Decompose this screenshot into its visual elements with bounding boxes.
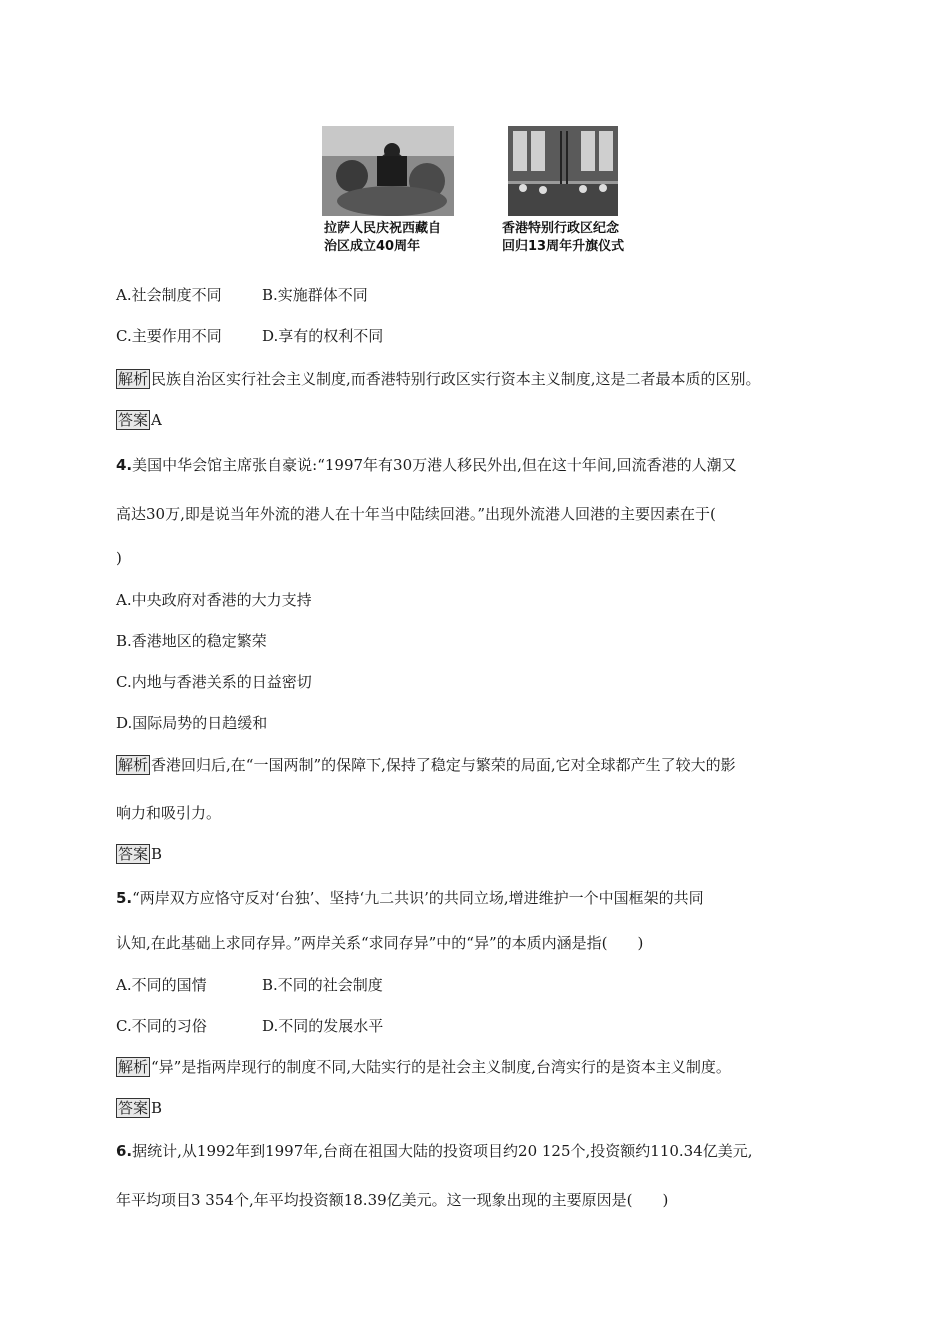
analysis-text: “异”是指两岸现行的制度不同,大陆实行的是社会主义制度,台湾实行的是资本主义制度。 xyxy=(151,1058,731,1076)
q5-analysis xyxy=(116,1057,731,1077)
q3-analysis xyxy=(116,369,761,389)
right-photo-caption xyxy=(502,220,642,256)
q5-answer xyxy=(116,1098,162,1118)
left-photo-caption xyxy=(324,220,464,256)
caption-line: 拉萨人民庆祝西藏自 xyxy=(324,221,442,236)
q4-stem-line2 xyxy=(116,504,716,524)
option-text: B.香港地区的稳定繁荣 xyxy=(116,632,267,650)
q4-analysis-line1 xyxy=(116,755,736,775)
answer-text: B xyxy=(151,845,163,863)
q5-option-d[interactable]: D.不同的发展水平 xyxy=(262,1017,384,1035)
q4-option-a[interactable] xyxy=(116,590,312,610)
question-number: 6. xyxy=(116,1142,133,1160)
question-text: 年平均项目3 354个,年平均投资额18.39亿美元。这一现象出现的主要原因是( ) xyxy=(116,1191,669,1209)
analysis-label: 解析 xyxy=(118,370,149,388)
option-text: C.内地与香港关系的日益密切 xyxy=(116,673,312,691)
q6-stem-line2 xyxy=(116,1190,668,1210)
caption-line: 香港特别行政区纪念 xyxy=(502,221,620,236)
q4-option-d[interactable] xyxy=(116,713,267,733)
analysis-text: 民族自治区实行社会主义制度,而香港特别行政区实行资本主义制度,这是二者最本质的区别。 xyxy=(151,370,761,388)
q6-stem-line1 xyxy=(116,1141,753,1161)
q3-option-d[interactable]: D.享有的权利不同 xyxy=(262,327,384,345)
q5-option-b[interactable]: B.不同的社会制度 xyxy=(262,976,383,994)
q5-stem-line2 xyxy=(116,933,643,953)
option-text: D.国际局势的日趋缓和 xyxy=(116,714,268,732)
q5-options-row2 xyxy=(116,1016,384,1036)
q3-option-a[interactable]: A.社会制度不同 xyxy=(116,286,222,304)
lhasa-celebration-photo xyxy=(322,126,454,216)
question-number: 4. xyxy=(116,456,133,474)
hongkong-flag-ceremony-photo xyxy=(508,126,618,216)
q4-stem-line3 xyxy=(116,548,122,568)
q3-options-row2 xyxy=(116,326,384,346)
question-text: 高达30万,即是说当年外流的港人在十年当中陆续回港。”出现外流港人回港的主要因素在于( xyxy=(116,505,716,523)
answer-label: 答案 xyxy=(118,845,149,863)
answer-text: B xyxy=(151,1099,163,1117)
analysis-text: 响力和吸引力。 xyxy=(116,804,222,822)
question-number: 5. xyxy=(116,889,133,907)
q3-option-c[interactable]: C.主要作用不同 xyxy=(116,327,222,345)
q5-options-row1 xyxy=(116,975,383,995)
answer-label: 答案 xyxy=(118,411,149,429)
caption-line: 回归13周年升旗仪式 xyxy=(502,239,625,254)
answer-label: 答案 xyxy=(118,1099,149,1117)
option-text: A.中央政府对香港的大力支持 xyxy=(116,591,312,609)
q4-stem-line1 xyxy=(116,455,737,475)
q5-option-a[interactable]: A.不同的国情 xyxy=(116,976,207,994)
analysis-label: 解析 xyxy=(118,1058,149,1076)
caption-line: 治区成立40周年 xyxy=(324,239,421,254)
answer-text: A xyxy=(151,411,162,429)
question-text: 美国中华会馆主席张自豪说:“1997年有30万港人移民外出,但在这十年间,回流香港的人潮又 xyxy=(132,456,737,474)
q3-option-b[interactable]: B.实施群体不同 xyxy=(262,286,368,304)
question-text: ) xyxy=(116,549,122,567)
q4-answer xyxy=(116,844,162,864)
question-text: 据统计,从1992年到1997年,台商在祖国大陆的投资项目约20 125个,投资额约110.34亿美元, xyxy=(132,1142,753,1160)
q5-stem-line1 xyxy=(116,888,704,908)
question-text: “两岸双方应恪守反对‘台独’、坚持‘九二共识’的共同立场,增进维护一个中国框架的共同 xyxy=(132,889,704,907)
analysis-text: 香港回归后,在“一国两制”的保障下,保持了稳定与繁荣的局面,它对全球都产生了较大的影 xyxy=(151,756,736,774)
q4-option-b[interactable] xyxy=(116,631,267,651)
figure-photos xyxy=(322,126,625,258)
q4-analysis-line2 xyxy=(116,803,221,823)
analysis-label: 解析 xyxy=(118,756,149,774)
q3-answer xyxy=(116,410,162,430)
question-text: 认知,在此基础上求同存异。”两岸关系“求同存异”中的“异”的本质内涵是指( ) xyxy=(116,934,644,952)
q3-options-row1 xyxy=(116,285,368,305)
q5-option-c[interactable]: C.不同的习俗 xyxy=(116,1017,207,1035)
q4-option-c[interactable] xyxy=(116,672,312,692)
